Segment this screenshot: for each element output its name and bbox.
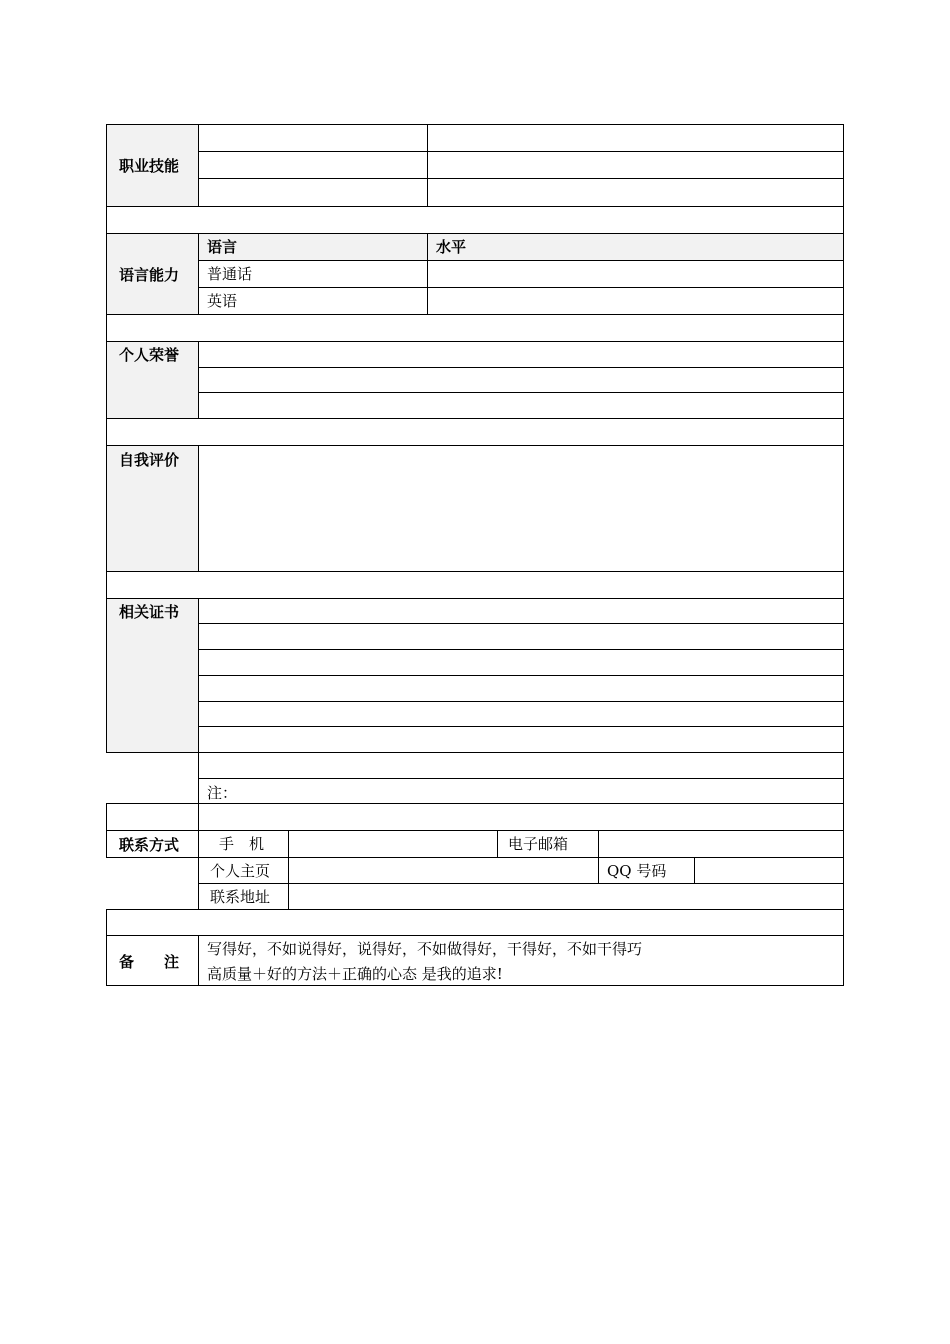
contact-label: 联系方式	[119, 836, 180, 854]
address-label: 联系地址	[210, 888, 271, 906]
remarks-line-1: 写得好，不如说得好，说得好，不如做得好，干得好，不如干得巧	[207, 940, 643, 958]
language-row-english: 英语	[207, 292, 238, 310]
honors-label: 个人荣誉	[119, 346, 180, 364]
label-divider-2	[198, 233, 199, 314]
phone-label: 手 机	[219, 835, 265, 853]
qq-value-cell[interactable]	[695, 858, 843, 883]
honors-bottom-line	[106, 418, 844, 419]
skills-cell-3b[interactable]	[428, 179, 843, 206]
contact-qq-divider	[598, 857, 599, 883]
skills-cell-1b[interactable]	[428, 125, 843, 151]
email-value-cell[interactable]	[599, 831, 843, 857]
mandarin-level-cell[interactable]	[428, 261, 843, 287]
skills-cell-1a[interactable]	[199, 125, 427, 151]
border-left-1	[106, 124, 107, 752]
border-right	[843, 124, 844, 986]
skills-cell-3a[interactable]	[199, 179, 427, 206]
certs-note: 注：	[207, 784, 238, 802]
border-left-3	[106, 909, 107, 986]
homepage-value-cell[interactable]	[289, 858, 598, 883]
gap-line-6	[106, 935, 844, 936]
contact-email-divider	[497, 830, 498, 857]
homepage-label: 个人主页	[210, 862, 271, 880]
remarks-label: 备 注	[119, 953, 180, 971]
contact-label-bottom-line	[106, 857, 198, 858]
email-label: 电子邮箱	[508, 835, 569, 853]
language-bottom-line	[106, 314, 844, 315]
phone-value-cell[interactable]	[289, 831, 497, 857]
certs-bottom-line	[106, 803, 844, 804]
honors-cell[interactable]	[199, 342, 843, 418]
skills-cell-2a[interactable]	[199, 152, 427, 178]
certs-label-cell	[107, 599, 198, 752]
skills-bottom-line	[106, 206, 844, 207]
gap-line-1	[106, 233, 844, 234]
self-eval-bottom-line	[106, 571, 844, 572]
language-row-mandarin: 普通话	[207, 265, 253, 283]
certs-row-line-6	[198, 778, 844, 779]
language-col-header: 语言	[207, 238, 238, 256]
certs-cell[interactable]	[199, 599, 843, 778]
contact-bottom-line	[106, 909, 844, 910]
skills-label: 职业技能	[119, 157, 180, 175]
self-eval-label: 自我评价	[119, 451, 180, 469]
language-header-shade	[198, 234, 843, 261]
skills-cell-2b[interactable]	[428, 152, 843, 178]
border-bottom	[106, 985, 844, 986]
address-value-cell[interactable]	[289, 884, 843, 909]
remarks-line-2: 高质量＋好的方法＋正确的心态 是我的追求!	[207, 965, 503, 983]
label-divider-7	[198, 935, 199, 986]
level-col-header: 水平	[436, 238, 467, 256]
self-eval-cell[interactable]	[199, 446, 843, 571]
qq-label: QQ 号码	[607, 862, 667, 880]
label-divider-6	[198, 830, 199, 909]
border-left-2	[106, 803, 107, 858]
certs-label: 相关证书	[119, 603, 180, 621]
english-level-cell[interactable]	[428, 288, 843, 314]
language-label: 语言能力	[119, 266, 180, 284]
